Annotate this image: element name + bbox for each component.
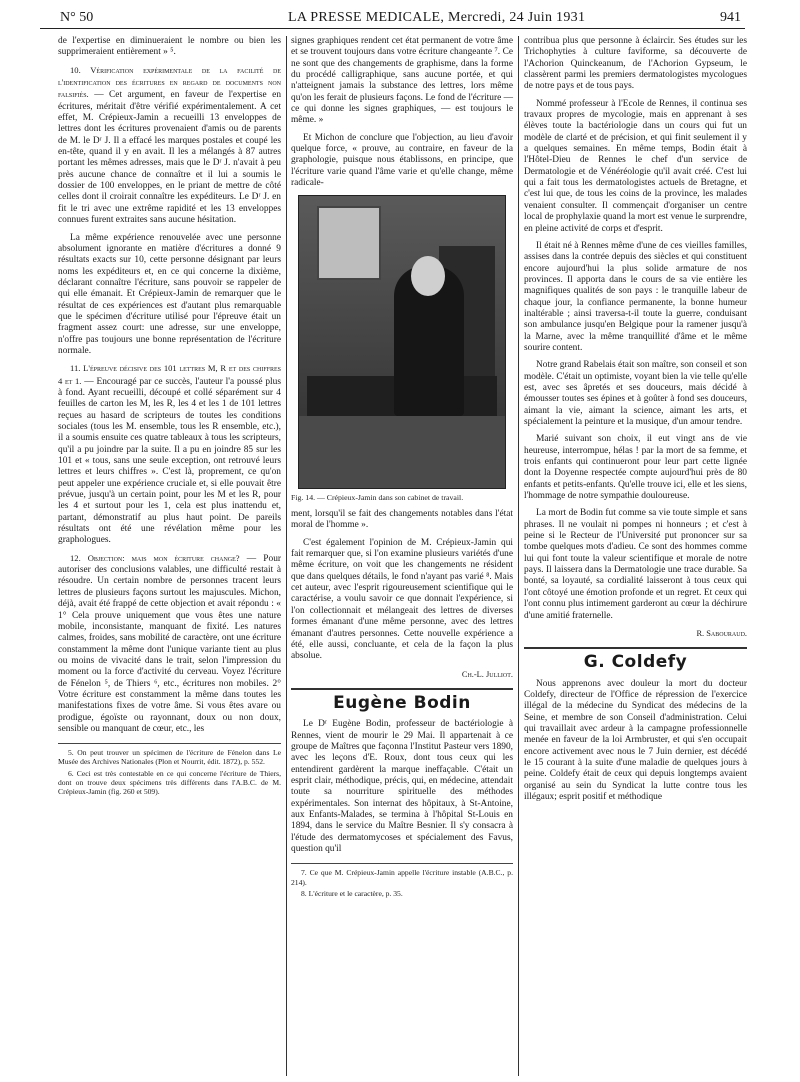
obituary-title: G. Coldefy	[583, 652, 688, 673]
paragraph: signes graphiques rendent cet état permanent de votre âme et se trouvent toujours dans votre écriture changeante ⁷. Ce ne sont que des changements de graphisme, dans la forme du procédé calligraphique, sans aucune portée, et qui n'atteignent jamais la substance des lettres, lors même qu'on les ferait de plusieurs façons. Le fond de l'écriture — ce qui donne les signes graphiques, — est toujours le même. »	[291, 36, 513, 126]
column-rule	[286, 36, 287, 1076]
footnote: 7. Ce que M. Crépieux-Jamin appelle l'écriture instable (A.B.C., p. 214).	[291, 868, 513, 887]
page-header	[40, 6, 745, 29]
column-2	[291, 36, 513, 900]
section-divider	[524, 647, 747, 649]
paragraph: contribua plus que personne à éclaircir. Ses études sur les Trichophyties à culture faviforme, sa découverte de l'Achorion Quinckeanum, de l'Achorion Gypseum, le classèrent parmi les premiers dermatologistes mycologues de notre pays et de tous pays.	[524, 36, 747, 92]
paragraph: Nommé professeur à l'Ecole de Rennes, il continua ses travaux propres de mycologie, mais en apprenant à ses élèves toute la bactériologie dans un cours qui fut un modèle de clarté et de précision, et qui finit seulement il y a quelques semaines. En même temps, Bodin était à l'Hôtel-Dieu de Rennes le chef d'un service de Dermatologie et de Vénéréologie qu'il avait créé. C'est lui qui a fait tous les dermatologistes actuels de Bretagne, et c'est lui que, de tous les coins de la province, les malades venaient consulter. Il commençait d'organiser un centre local de prophylaxie quand la mort est venue le surprendre, en pleine activité de corps et d'esprit.	[524, 98, 747, 234]
paragraph: Il était né à Rennes même d'une de ces vieilles familles, assises dans la contrée depuis des siècles et qui constituent encore aujourd'hui la plus solide armature de nos provinces. Il apporta dans le cours de sa vie entière les magnifiques qualités de son pays : le tranquille labeur de chaque jour, la confiance permanente, la bonne humeur inaltérable ; ainsi traversa-t-il toute la guerre, conduisant son ambulance jusqu'en Belgique pour la ramener jusqu'à la Marne, avec la même tranquillité d'âme et le même sourire content.	[524, 240, 747, 353]
paragraph: La mort de Bodin fut comme sa vie toute simple et sans phrases. Il ne voulait ni pompes ni honneurs ; et c'est à peine si le Recteur de l'Université put prononcer sur sa tombe quelques mots d'adieu. Ce sont des hommes comme lui qui font toute la valeur scientifique et morale de notre pays. Il laissera dans la Dermatologie une trace durable. Sa bonté, sa loyauté, sa cordialité laisseront à tous ceux qui l'ont côtoyé une émotion profonde et un regret. Et ceux qui l'ont connu plus intimement garderont au cœur la déchirure d'une amitié fraternelle.	[524, 508, 747, 621]
journal-title: LA PRESSE MEDICALE, Mercredi, 24 Juin 1931	[288, 10, 586, 25]
figure-caption: Fig. 14. — Crépieux-Jamin dans son cabinet de travail.	[291, 493, 464, 503]
paragraph: de l'expertise en diminueraient le nombre ou bien les supprimeraient entièrement » ⁵.	[58, 36, 281, 58]
paragraph: C'est également l'opinion de M. Crépieux-Jamin qui fait remarquer que, si l'on examine plusieurs variétés d'une même écriture, on voit que les changements ne résident que dans quelques détails, le fond n'ayant pas varié ⁸. Mais cet auteur, avec l'esprit rigoureusement scientifique qui le caractérise, a voulu savoir ce que donnait l'expérience, si l'on collectionnait et mélangeait des lettres de diverses formes émanant d'une même personne, avec des lettres émanant d'autres personnes. Cette nouvelle expérience a été, elle aussi, concluante, et cela de la façon la plus absolue.	[291, 537, 513, 662]
paragraph-text: — Pour autoriser des conclusions valables, une difficulté restait à résoudre. Un certain nombre de personnes tracent leurs lettres de plusieurs façons surtout les majuscules. Michon, déjà, avait été frappé de cette objection et avait répondu : « 1° Cela prouve uniquement que vous êtes une nature mobile, inconsistante, manquant de fixité. Les natures calmes, froides, sans mobilité de caractère, ont une écriture constamment la même dont l'unique variante tient au plus ou moins de vivacité dans le trait, selon l'impression du moment ou la force d'activité du cerveau. Voyez l'écriture de Fénelon ⁵, de Thiers ⁶, etc., écritures non mobiles. 2° Votre écriture est constamment la même dans toutes les manifestations fixes de votre âme. Si vous êtes avare ou prodigue, égoïste ou rayonnant, doux ou non doux, sensible ou manquant de cœur, etc., les	[58, 553, 282, 734]
obituary-title: Eugène Bodin	[333, 692, 471, 713]
paragraph: Marié suivant son choix, il eut vingt ans de vie heureuse, interrompue, hélas ! par la mort de sa femme, et trois enfants qui continueront pour leur part cette lignée dont la Doyenne respectée compte aujourd'hui près de 80 enfants et petits-enfants. Qu'elle trouve ici, elle et les siens, l'hommage de notre sympathie douloureuse.	[524, 434, 747, 502]
paragraph: Notre grand Rabelais était son maître, son conseil et son modèle. C'était un optimiste, voyant bien la vie telle qu'elle est, avec ses âpretés et ses douceurs, mais décidé à émousser toutes ses épines et à goûter à fond ses douceurs, aimant la vie, aimant la science, aimant les arts, et spécialement la peinture et la musique, d'un amour tendre.	[524, 360, 747, 427]
paragraph	[58, 553, 281, 736]
paragraph: ment, lorsqu'il se fait des changements notables dans l'état moral de l'homme ».	[291, 509, 513, 531]
window-shape	[317, 206, 381, 280]
footnote: 5. On peut trouver un spécimen de l'écriture de Fénelon dans Le Musée des Archives Nationales (Plon et Nourrit, édit. 1872), p. 552.	[58, 748, 281, 767]
paragraph: La même expérience renouvelée avec une personne absolument ignorante en matière d'écritures a donné 9 résultats exacts sur 10, cette personne désignant par leurs noms les expéditeurs et, en ce qui concerne la dixième, déclarant connaître l'écriture, sans pouvoir se rappeler de qui elle émanait. Et Crépieux-Jamin de remarquer que le résultat de ces expériences est d'autant plus remarquable que le spécimen d'écriture utilisé pour l'épreuve était un fragment assez court: une adresse, sur une enveloppe, n'offre pas toujours une bonne représentation de l'écriture normale.	[58, 232, 281, 356]
section-heading: 12. Objection: mais mon écriture change?	[70, 552, 240, 563]
footnote: 8. L'écriture et le caractère, p. 35.	[301, 888, 403, 898]
page-number: 941	[720, 10, 741, 25]
section-heading: 10. Vérification expérimentale de la facilité de l'identification des écritures en regard de documents non falsifiés.	[58, 64, 281, 100]
footnotes	[291, 863, 513, 898]
paragraph	[58, 65, 281, 227]
author-signature: R. Sabouraud.	[696, 628, 747, 638]
footnotes	[58, 743, 281, 796]
paragraph: Le Dʳ Eugène Bodin, professeur de bactériologie à Rennes, vient de mourir le 29 Mai. Il appartenait à ce groupe de Maîtres que façonna l'Institut Pasteur vers 1890, avec les leçons d'E. Roux, dont tous ceux qui les entendirent gardèrent la marque ineffaçable. C'était un esprit clair, méthodique, précis, qui, en médecine, attendait toute sa nourriture spirituelle des méthodes expérimentales. Son internat des hôpitaux, à St-Antoine, aux Enfants-Malades, se termina à l'hôpital St-Louis en 1894, dans le service du Maître Besnier. Il s'y consacra à l'étude des dermatomycoses et spécialement des Favus, question qu'il	[291, 719, 513, 854]
paragraph-text: — Cet argument, en faveur de l'expertise en écritures, méritait d'être vérifié expérimentalement. A cet effet, M. Crépieux-Jamin a recueilli 13 enveloppes de lettres dont les écritures provenaient d'amis ou de parents de M. le Dʳ J. Il a effacé les marques postales et coupé les en-tête, quand il y en avait. Il les a mélangés à 87 autres portant les mêmes adresses, mais que le Dʳ J. n'avait à peu près aucune chance de connaître et il lui a soumis le dossier de 100 enveloppes, en le priant de mettre de côté celles dont il croirait connaître les expéditeurs. Le Dʳ J. en fit le tri avec une extrême rapidité et les 13 enveloppes connues furent extraites sans aucune hésitation.	[58, 90, 282, 226]
paragraph: Et Michon de conclure que l'objection, au lieu d'avoir quelque force, « prouve, au contraire, en faveur de la graphologie, puisque nous établissons, en principe, que l'écriture varie quand l'âme varie et qu'elle change, même radicale-	[291, 132, 513, 189]
footnote: 6. Ceci est très contestable en ce qui concerne l'écriture de Thiers, dont on trouve deux spécimens très différents dans l'A.B.C. de M. Crépieux-Jamin (fig. 260 et 509).	[58, 768, 281, 797]
paragraph: Nous apprenons avec douleur la mort du docteur Coldefy, directeur de l'Office de répression de l'exercice illégal de la médecine du Syndicat des médecins de la Seine, et membre de son Conseil d'administration. Celui qui travaillait avec ardeur à la campagne professionnelle menée en faveur de la loi Armbruster, et qui s'en occupait encore activement avec nous le 7 Juin dernier, est décédé le 15 courant à la suite d'une maladie de quelques jours à peine. Coldefy était de ceux qui depuis longtemps avaient organisé au sein du Syndicat la lutte contre tous les illégaux; esprit positif et méthodique	[524, 678, 747, 802]
portrait-photograph	[298, 195, 506, 489]
column-3	[524, 36, 747, 809]
section-heading: 11. L'épreuve décisive des 101 lettres M, R et des chiffres 4 et 1.	[58, 363, 281, 386]
column-1	[58, 36, 281, 798]
paragraph	[58, 363, 281, 547]
column-rule	[518, 36, 519, 1076]
author-signature: Ch.-L. Julliot.	[461, 669, 513, 679]
paragraph-text: — Encouragé par ce succès, l'auteur l'a poussé plus à fond. Ayant recueilli, découpé et collé séparément sur 4 feuilles de carton les M, les R, les 4 et les 1 de 101 lettres reçues au hasard de scripteurs de toutes les conditions sociales (tous les M. ensemble, tous les R ensemble, etc.), il a soumis ensuite ces quatre tableaux à tous les scripteurs, qu'il a pu joindre par la suite. Il a pu en joindre 85 sur les 101 et « tous, sans une seule exception, ont retrouvé leurs lettres et leurs chiffres ». C'est là, proprement, ce qu'on peut appeler une expérience cruciale et, si elle pouvait être prévue, jusqu'à un certain point, pour les M et les R, pour les 4 et surtout pour les 1, cela est plus inattendu et, partant, démonstratif au plus haut point. De pareils résultats ont été une révélation même pour les graphologues.	[58, 376, 281, 546]
floor-shape	[299, 416, 505, 488]
issue-number: N° 50	[60, 10, 94, 25]
section-divider	[291, 688, 513, 690]
